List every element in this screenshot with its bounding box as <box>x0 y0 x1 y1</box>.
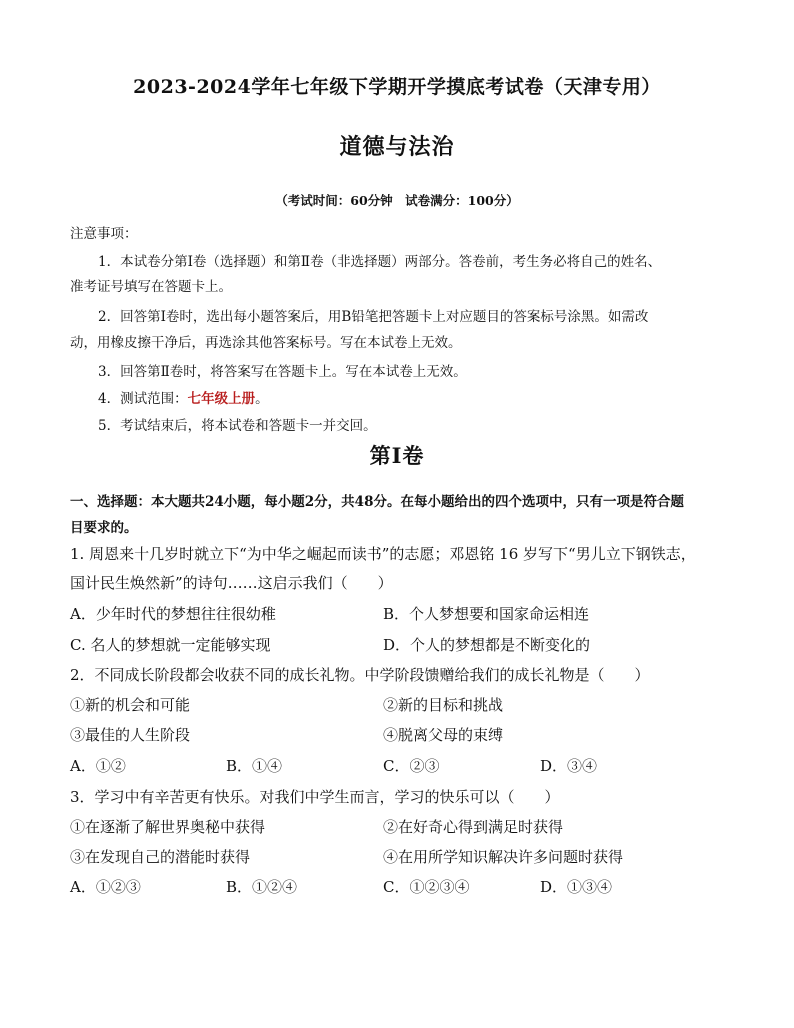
notice-item-1-line-2: 准考证号填写在答题卡上。 <box>70 279 232 295</box>
q3-option-c: C．①②③④ <box>383 878 470 896</box>
q3-option-d: D．①③④ <box>540 878 613 896</box>
q2-option-a: A．①② <box>70 757 126 775</box>
q1-option-d: D．个人的梦想都是不断变化的 <box>383 636 591 654</box>
section-instruction-line-2: 目要求的。 <box>70 520 138 536</box>
q2-option-c: C．②③ <box>383 757 440 775</box>
section-title: 第Ⅰ卷 <box>369 443 425 468</box>
subject-title: 道德与法治 <box>339 134 455 160</box>
q3-option-b: B．①②④ <box>226 878 298 896</box>
q2-option-d: D．③④ <box>540 757 598 775</box>
test-scope: 七年级上册 <box>187 391 256 407</box>
notice-item-3: 3．回答第Ⅱ卷时，将答案写在答题卡上。写在本试卷上无效。 <box>98 364 467 380</box>
q1-stem-line-2: 国计民生焕然新”的诗句……这启示我们（ ） <box>70 574 393 592</box>
notice-item-4-prefix: 4．测试范围： <box>98 391 188 407</box>
q2-statement-4: ④脱离父母的束缚 <box>383 726 504 744</box>
q1-option-c: C. 名人的梦想就一定能够实现 <box>70 636 271 654</box>
q2-stem: 2．不同成长阶段都会收获不同的成长礼物。中学阶段馈赠给我们的成长礼物是（ ） <box>70 666 650 684</box>
notice-item-2-line-2: 动，用橡皮擦干净后，再选涂其他答案标号。写在本试卷上无效。 <box>70 335 462 351</box>
notice-item-4-suffix: 。 <box>255 391 269 407</box>
q3-statement-1: ①在逐渐了解世界奥秘中获得 <box>70 818 266 836</box>
q2-statement-3: ③最佳的人生阶段 <box>70 726 191 744</box>
notice-item-2-line-1: 2．回答第Ⅰ卷时，选出每小题答案后，用B铅笔把答题卡上对应题目的答案标号涂黑。如需改 <box>98 309 649 325</box>
q3-statement-2: ②在好奇心得到满足时获得 <box>383 818 564 836</box>
q3-statement-4: ④在用所学知识解决许多问题时获得 <box>383 848 624 866</box>
q2-statement-1: ①新的机会和可能 <box>70 696 191 714</box>
q1-stem-line-1: 1. 周恩来十几岁时就立下“为中华之崛起而读书”的志愿；邓恩铭 16 岁写下“男儿立下钢铁志， <box>70 545 696 563</box>
exam-info: （考试时间：60分钟 试卷满分：100分） <box>275 193 519 208</box>
notice-item-5: 5．考试结束后，将本试卷和答题卡一并交回。 <box>98 418 377 434</box>
q1-option-b: B．个人梦想要和国家命运相连 <box>383 605 590 623</box>
q2-statement-2: ②新的目标和挑战 <box>383 696 504 714</box>
section-instruction-line-1: 一、选择题：本大题共24小题，每小题2分，共48分。在每小题给出的四个选项中，只有一项是符合题 <box>70 494 684 510</box>
notice-item-1-line-1: 1．本试卷分第Ⅰ卷（选择题）和第Ⅱ卷（非选择题）两部分。答卷前，考生务必将自己的姓名、 <box>98 254 662 270</box>
notice-item-4 <box>98 387 730 407</box>
q2-option-b: B．①④ <box>226 757 283 775</box>
q1-option-a: A．少年时代的梦想往往很幼稚 <box>70 605 276 623</box>
q3-option-a: A．①②③ <box>70 878 141 896</box>
notice-heading: 注意事项： <box>70 226 138 242</box>
q3-statement-3: ③在发现自己的潜能时获得 <box>70 848 251 866</box>
exam-title: 2023-2024学年七年级下学期开学摸底考试卷（天津专用） <box>133 76 661 98</box>
q3-stem: 3．学习中有辛苦更有快乐。对我们中学生而言，学习的快乐可以（ ） <box>70 788 560 806</box>
